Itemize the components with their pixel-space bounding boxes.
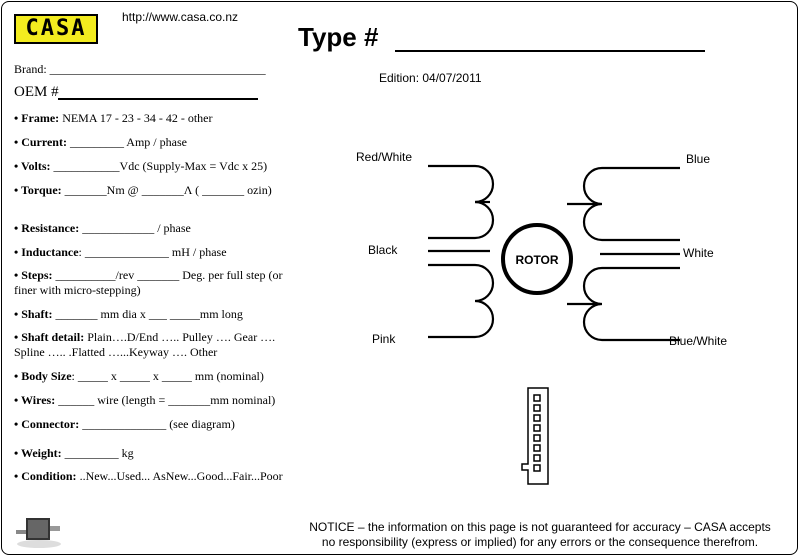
shaft-detail-value: Plain….D/End ….. Pulley …. Gear …. Spline ….. .Flatted …...Keyway …. Other [14, 330, 276, 359]
connector-value: ______________ (see diagram) [79, 417, 235, 431]
frame-label: • Frame: [14, 111, 60, 125]
rotor-label: ROTOR [515, 253, 559, 267]
inductance-label: • Inductance [14, 245, 79, 259]
wires-value: ______ wire (length = _______mm nominal) [55, 393, 276, 407]
stepper-motor-icon [14, 510, 64, 550]
torque-label: • Torque: [14, 183, 62, 197]
oem-label: OEM # [14, 84, 59, 100]
steps-value: __________/rev _______ Deg. per full step (or finer with micro-stepping) [14, 268, 283, 297]
brand-field: Brand: ____________________________________ [14, 62, 266, 76]
torque-value: _______Nm @ _______Λ ( _______ ozin) [61, 183, 272, 197]
wire-label-black: Black [368, 243, 398, 257]
notice-line-2: no responsibility (express or implied) for any errors or the consequence therefrom. [321, 535, 759, 549]
wire-label-blue-white: Blue/White [669, 334, 728, 348]
edition-date: Edition: 04/07/2011 [379, 71, 482, 85]
connector-label: • Connector: [14, 417, 80, 431]
connector-icon [522, 388, 548, 484]
resistance-label: • Resistance: [14, 221, 80, 235]
notice-line-1: NOTICE – the information on this page is not guaranteed for accuracy – CASA accepts [309, 520, 771, 534]
wire-label-blue: Blue [686, 152, 711, 166]
body-size-value: : _____ x _____ x _____ mm (nominal) [71, 369, 264, 383]
wire-label-white: White [683, 246, 714, 260]
steps-label: • Steps: [14, 268, 53, 282]
current-value: _________ Amp / phase [66, 135, 187, 149]
casa-logo: CASA [14, 14, 98, 44]
type-number-label: Type # [298, 22, 379, 52]
condition-value: ..New...Used... AsNew...Good...Fair...Poor [76, 469, 283, 483]
wire-label-red-white: Red/White [356, 150, 413, 164]
volts-value: ___________Vdc (Supply-Max = Vdc x 25) [50, 159, 268, 173]
notice-text [300, 520, 780, 550]
shaft-label: • Shaft: [14, 307, 53, 321]
shaft-detail-label: • Shaft detail: [14, 330, 85, 344]
inductance-value: : ______________ mH / phase [78, 245, 227, 259]
wire-label-pink: Pink [372, 332, 396, 346]
shaft-value: _______ mm dia x ___ _____mm long [52, 307, 243, 321]
frame-value: NEMA 17 - 23 - 34 - 42 - other [59, 111, 213, 125]
left-coil-lower [428, 265, 493, 337]
volts-label: • Volts: [14, 159, 51, 173]
wires-label: • Wires: [14, 393, 56, 407]
website-url[interactable]: http://www.casa.co.nz [122, 10, 239, 24]
resistance-value: ____________ / phase [79, 221, 191, 235]
body-size-label: • Body Size [14, 369, 72, 383]
weight-value: _________ kg [61, 446, 134, 460]
current-label: • Current: [14, 135, 67, 149]
weight-label: • Weight: [14, 446, 62, 460]
condition-label: • Condition: [14, 469, 77, 483]
